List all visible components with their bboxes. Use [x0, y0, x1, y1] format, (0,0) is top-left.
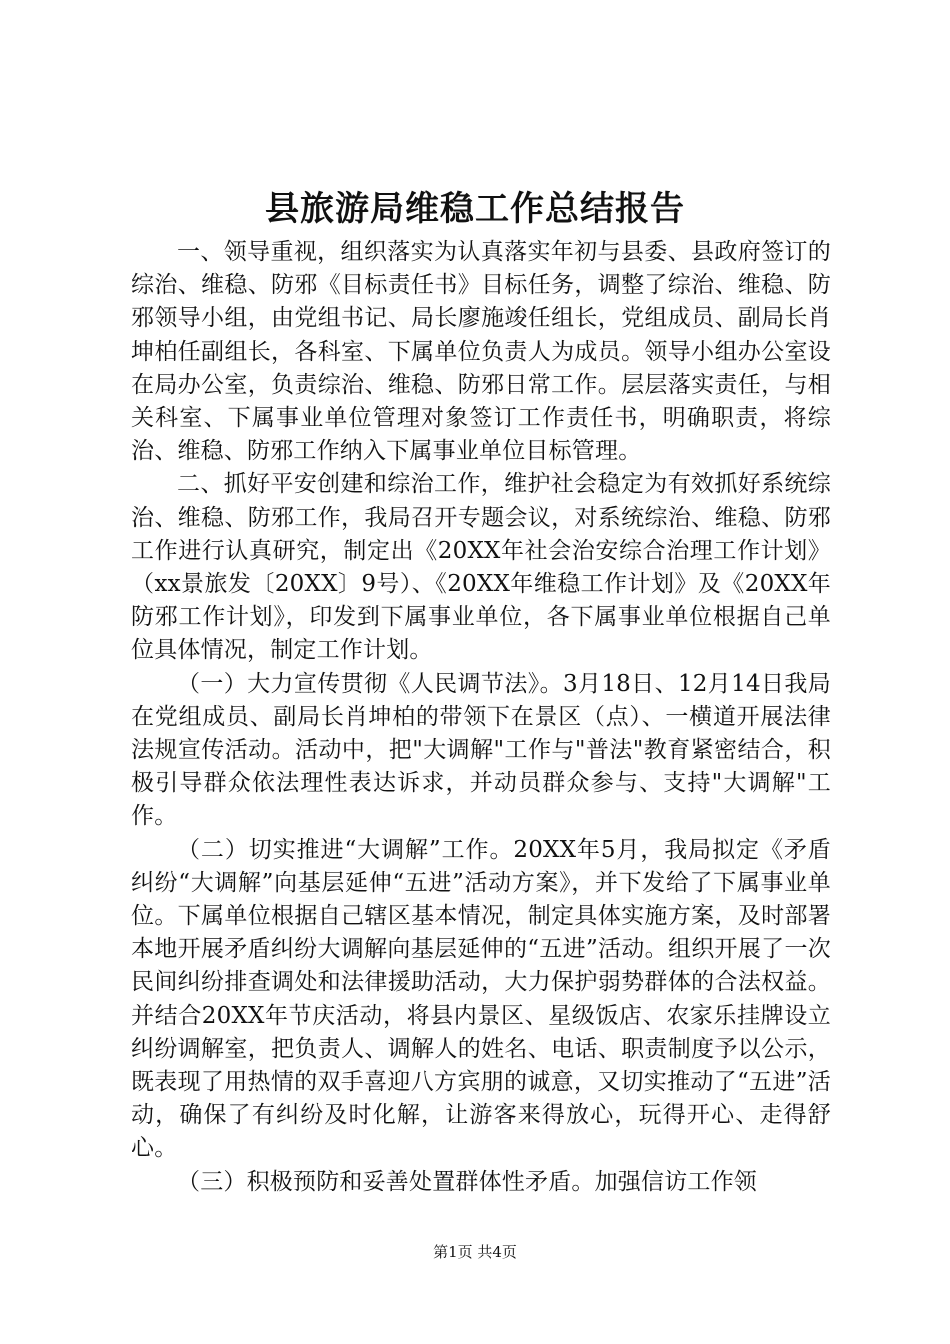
paragraph-1: 一、领导重视，组织落实为认真落实年初与县委、县政府签订的综治、维稳、防邪《目标责任书》目标任务，调整了综治、维稳、防邪领导小组，由党组书记、局长廖施竣任组长，党组成员、副局长肖坤柏任副组长，各科室、下属单位负责人为成员。领导小组办公室设在局办公室，负责综治、维稳、防邪日常工作。层层落实责任，与相关科室、下属事业单位管理对象签订工作责任书，明确职责，将综治、维稳、防邪工作纳入下属事业单位目标管理。 [131, 239, 831, 465]
paragraph-3: （一）大力宣传贯彻《人民调节法》。3月18日、12月14日我局在党组成员、副局长肖坤柏的带领下在景区（点）、一横道开展法律法规宣传活动。活动中，把"大调解"工作与"普法"教育紧密结合，积极引导群众依法理性表达诉求，并动员群众参与、支持"大调解"工作。 [131, 670, 831, 830]
document-title: 县旅游局维稳工作总结报告 [265, 189, 685, 229]
page-number-footer: 第1页 共4页 [433, 1243, 517, 1261]
paragraph-4: （二）切实推进“大调解”工作。20XX年5月，我局拟定《矛盾纠纷“大调解”向基层延伸“五进”活动方案》，并下发给了下属事业单位。下属单位根据自己辖区基本情况，制定具体实施方案，及时部署本地开展矛盾纠纷大调解向基层延伸的“五进”活动。组织开展了一次民间纠纷排查调处和法律援助活动，大力保护弱势群体的合法权益。并结合20XX年节庆活动，将县内景区、星级饭店、农家乐挂牌设立纠纷调解室，把负责人、调解人的姓名、电话、职责制度予以公示，既表现了用热情的双手喜迎八方宾朋的诚意，又切实推动了“五进”活动，确保了有纠纷及时化解，让游客来得放心，玩得开心、走得舒心。 [131, 836, 831, 1162]
paragraph-2: 二、抓好平安创建和综治工作，维护社会稳定为有效抓好系统综治、维稳、防邪工作，我局召开专题会议，对系统综治、维稳、防邪工作进行认真研究，制定出《20XX年社会治安综合治理工作计划》（xx景旅发〔20XX〕9号）、《20XX年维稳工作计划》及《20XX年防邪工作计划》，印发到下属事业单位，各下属事业单位根据自己单位具体情况，制定工作计划。 [131, 471, 831, 664]
paragraph-5: （三）积极预防和妥善处置群体性矛盾。加强信访工作领 [177, 1168, 757, 1195]
document-body [131, 236, 831, 1199]
